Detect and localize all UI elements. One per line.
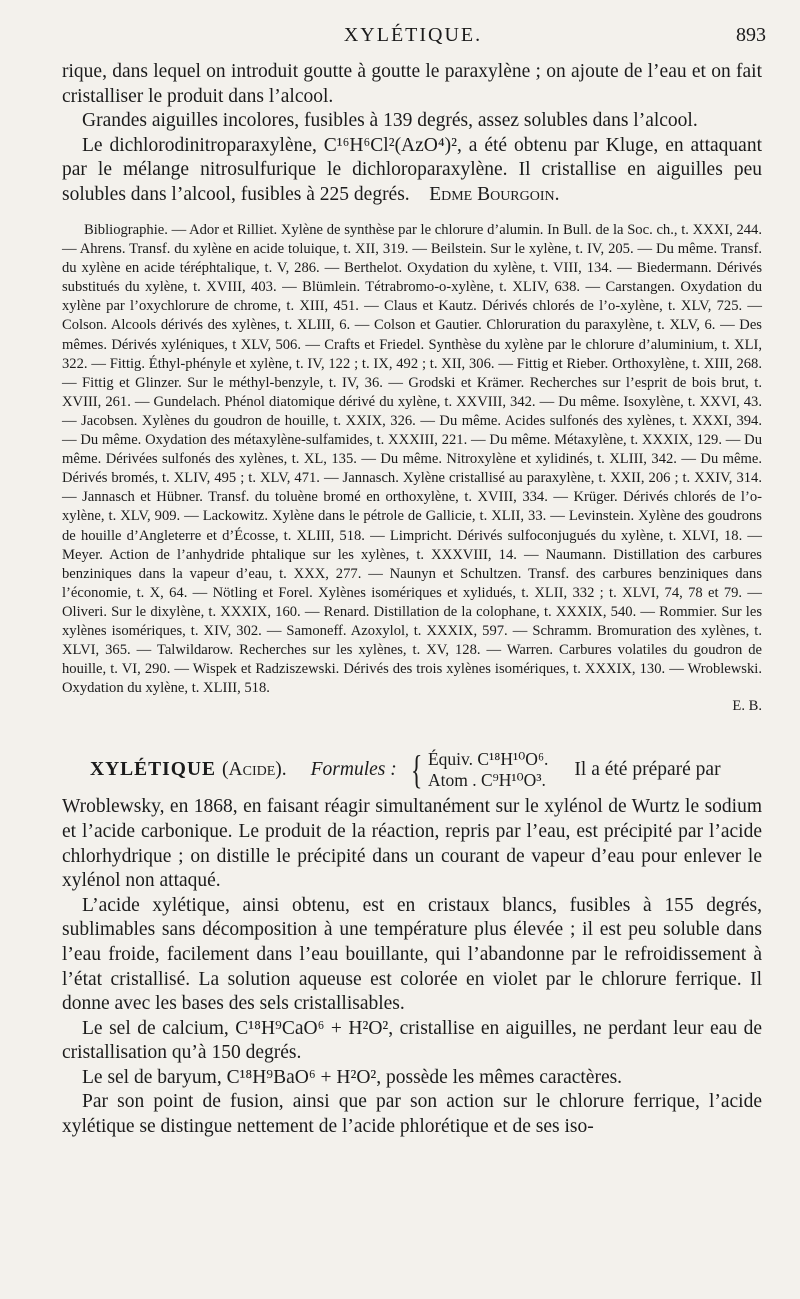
intro-paragraph-3-text: Le dichlorodinitroparaxylène, C¹⁶H⁶Cl²(AzO⁴)², a été obtenu par Kluge, en attaquant par le mélange nitrosulfurique le dichloroparaxylène. Il cristallise en aiguilles peu solubles dans l’alcool, fusibles à 225 degrés.: [62, 134, 762, 205]
brace-icon: {: [410, 747, 423, 793]
bibliography-end: [62, 698, 762, 715]
section-body: [62, 795, 762, 1139]
section-paragraph-2: L’acide xylétique, ainsi obtenu, est en cristaux blancs, fusibles à 155 degrés, sublimables sans décomposition à une température plus élevée ; il est peu soluble dans l’eau froide, facilement dans l’eau bouillante, qui l’abandonne par le refroidissement à l’état cristallisé. La solution aqueuse est colorée en violet par le chlorure ferrique. Il donne avec les bases des sels cristallisables.: [62, 894, 762, 1015]
page-header: [60, 24, 766, 54]
section-paragraph-4: Le sel de baryum, C¹⁸H⁹BaO⁶ + H²O², possède les mêmes caractères.: [82, 1066, 623, 1088]
page-number: 893: [736, 24, 766, 46]
formula-equiv: Équiv. C¹⁸H¹⁰O⁶.: [427, 749, 549, 770]
section-paragraph-3: Le sel de calcium, C¹⁸H⁹CaO⁶ + H²O², cristallise en aiguilles, ne perdant leur eau de cristallisation qu’à 150 degrés.: [62, 1017, 762, 1064]
bibliography: [62, 221, 762, 715]
text-column: [62, 60, 762, 1140]
intro-paragraph-1: rique, dans lequel on introduit goutte à goutte le paraxylène ; on ajoute de l’eau et on fait cristalliser le produit dans l’alcool.: [62, 61, 762, 107]
running-title: XYLÉTIQUE.: [343, 24, 483, 46]
section-subtitle: (Acide).: [222, 759, 287, 781]
intro-block: [62, 60, 762, 207]
section-lead: Il a été préparé par: [574, 759, 721, 781]
intro-paragraph-2: Grandes aiguilles incolores, fusibles à 139 degrés, assez solubles dans l’alcool.: [82, 110, 698, 131]
formula-list: [428, 749, 548, 791]
formula-atom: Atom . C⁹H¹⁰O³.: [427, 770, 546, 791]
section-heading: [62, 749, 762, 791]
section-paragraph-1: Wroblewsky, en 1868, en faisant réagir simultanément sur le xylénol de Wurtz le sodium et l’acide carbonique. Le produit de la réaction, repris par l’eau, est précipité par l’acide chlorhydrique ; on distille le précipité dans un courant de vapeur d’eau pour enlever le xylénol non attaqué.: [62, 796, 762, 892]
intro-paragraph-3: [62, 134, 762, 208]
bibliography-text: Bibliographie. — Ador et Rilliet. Xylène de synthèse par le chlorure d’alumin. In Bull. de la Soc. ch., t. XXXI, 244. — Ahrens. Transf. du xylène en acide toluique, t. XII, 319. — Beilstein. Sur le xylène, t. IV, 205. — Du même. Transf. du xylène en acide téréphtalique, t. V, 286. — Berthelot. Oxydation du xylène, t. VIII, 134. — Biedermann. Dérivés substitués du xylène, t. XVIII, 403. — Blümlein. Tétrabromo-o-xylène, t. XLIV, 638. — Carstangen. Oxydation du xylène par l’oxychlorure de chrome, t. XIII, 451. — Claus et Kautz. Dérivés chlorés de l’o-xylène, t. XLV, 725. — Colson. Alcools dérivés des xylènes, t. XLIII, 6. — Colson et Gautier. Chloruration du paraxylène, t. XLV, 6. — Des mêmes. Dérivés xyléniques, t XLV, 506. — Crafts et Friedel. Synthèse du xylène par le chlorure d’aluminium, t. XLI, 322. — Fittig. Éthyl-phényle et xylène, t. IV, 122 ; t. IX, 492 ; t. XII, 306. — Fittig et Rieber. Orthoxylène, t. XIII, 268. — Fittig et Glinzer. Sur le méthyl-benzyle, t. IV, 36. — Grodski et Krämer. Recherches sur l’esprit de bois brut, t. XVIII, 261. — Gundelach. Phénol diatomique dérivé du xylène, t. XXVIII, 342. — Du même. Isoxylène, t. XXVI, 43. — Jacobsen. Xylènes du goudron de houille, t. XXIX, 326. — Du même. Acides sulfonés des xylènes, t. XXXI, 394. — Du même. Oxydation des métaxylène-sulfamides, t. XXXIII, 221. — Du même. Métaxylène, t. XXXIX, 129. — Du même. Dérivées sulfonés des xylènes, t. XL, 135. — Du même. Nitroxylène et xylidinés, t. XLIII, 342. — Du même. Dérivés bromés, t. XLIV, 495 ; t. XLV, 471. — Jannasch. Xylène cristallisé au paraxylène, t. XXII, 206 ; t. XXIV, 314. — Jannasch et Hübner. Transf. du toluène bromé en orthoxylène, t. XVIII, 334. — Krüger. Dérivés chlorés de l’o-xylène, t. XLV, 909. — Lackowitz. Xylène dans le pétrole de Gallicie, t. XLII, 33. — Levinstein. Xylène des goudrons de houille d’Angleterre et d’Écosse, t. XLIII, 518. — Limpricht. Dérivés sulfoconjugués du xylène, t. XLVI, 18. — Meyer. Action de l’anhydride phtalique sur les xylènes, t. XXXVIII, 14. — Naumann. Distillation des carbures benziniques dans la vapeur d’eau, t. XXX, 277. — Naunyn et Schultzen. Transf. des carbures benziniques dans l’économie, t. X, 64. — Nötling et Forel. Xylènes isomériques et xylidués, t. XLII, 332 ; t. XLVI, 74, 78 et 79. — Oliveri. Sur le dixylène, t. XXXIX, 160. — Renard. Distillation de la colophane, t. XXXIX, 540. — Rommier. Sur les xylènes isomériques, t. XIV, 302. — Samoneff. Azoxylol, t. XXXIX, 597. — Schramm. Bromuration des xylènes, t. XLVI, 365. — Talwildarow. Recherches sur les xylènes, t. XV, 128. — Warren. Carbures volatiles du goudron de houille, t. VI, 290. — Wispek et Radziszewski. Dérivés des trois xylènes isomériques, t. XXXIX, 130. — Wroblewski. Oxydation du xylène, t. XLIII, 518.: [62, 222, 762, 697]
section-paragraph-5: Par son point de fusion, ainsi que par son action sur le chlorure ferrique, l’acide xylétique se distingue nettement de l’acide phlorétique et de ses iso-: [62, 1091, 762, 1138]
author-signature: Edme Bourgoin.: [429, 183, 560, 205]
formula-label: Formules :: [310, 759, 397, 781]
bibliography-initials: E. B.: [732, 698, 762, 715]
section-title: XYLÉTIQUE: [90, 759, 217, 781]
